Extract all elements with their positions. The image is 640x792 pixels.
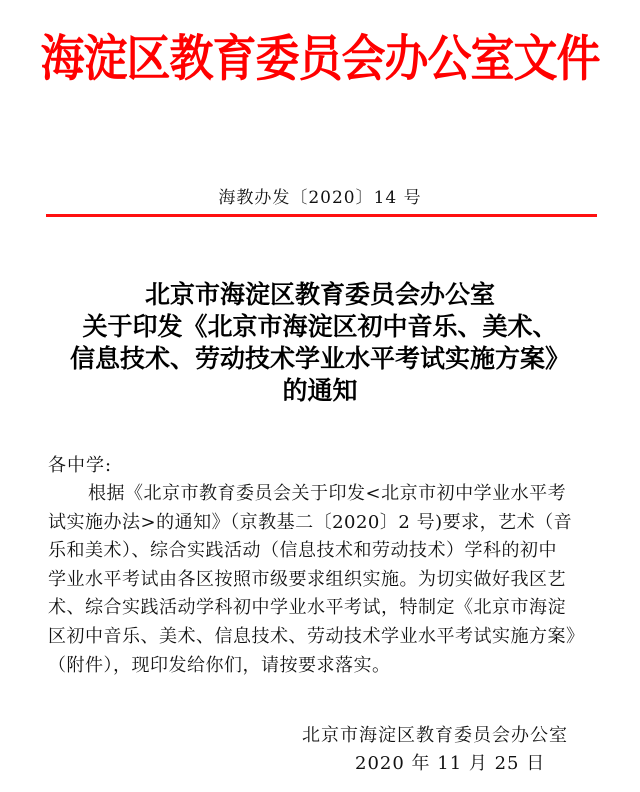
body-line: 学业水平考试由各区按照市级要求组织实施。为切实做好我区艺 bbox=[48, 568, 566, 590]
red-divider-line bbox=[46, 214, 597, 217]
body-line: 乐和美术）、综合实践活动（信息技术和劳动技术）学科的初中 bbox=[48, 540, 557, 562]
salutation: 各中学: bbox=[48, 455, 113, 476]
body-line: （附件），现印发给你们，请按要求落实。 bbox=[48, 654, 391, 676]
body-line: 术、综合实践活动学科初中学业水平考试，特制定《北京市海淀 bbox=[48, 597, 566, 619]
notice-body bbox=[48, 480, 596, 680]
body-line: 区初中音乐、美术、信息技术、劳动技术学业水平考试实施方案》 bbox=[48, 625, 585, 647]
body-line: 试实施办法>的通知》（京教基二〔2020〕2 号)要求，艺术（音 bbox=[48, 511, 573, 533]
signature-date: 2020 年 11 月 25 日 bbox=[355, 753, 546, 774]
title-line: 的通知 bbox=[282, 376, 358, 405]
notice-title bbox=[40, 279, 600, 407]
title-line: 信息技术、劳动技术学业水平考试实施方案》 bbox=[69, 344, 570, 373]
title-line: 北京市海淀区教育委员会办公室 bbox=[144, 280, 495, 309]
document-number: 海教办发〔2020〕14 号 bbox=[218, 188, 422, 208]
title-line: 关于印发《北京市海淀区初中音乐、美术、 bbox=[82, 312, 558, 341]
body-line: 根据《北京市教育委员会关于印发<北京市初中学业水平考 bbox=[88, 483, 567, 504]
signature-organization: 北京市海淀区教育委员会办公室 bbox=[302, 725, 568, 746]
document-masthead: 海淀区教育委员会办公室文件 bbox=[40, 30, 600, 88]
